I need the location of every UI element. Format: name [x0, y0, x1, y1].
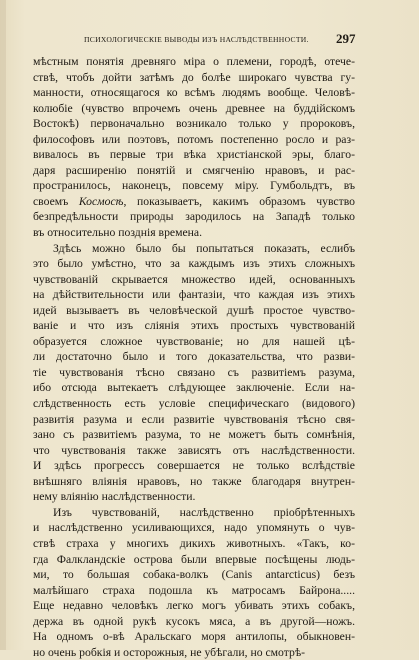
- text-line: развитія разума и если развитіе чувствованія тѣсно свя-: [33, 412, 355, 426]
- text-line: И здѣсь прогрессъ совершается не только вслѣдствіе: [33, 459, 355, 473]
- text-line: даря расширенію понятій и смягченію нравовъ, и рас-: [33, 163, 355, 177]
- text-line: ли достаточно было и того доказательства, что разви-: [33, 350, 355, 364]
- text-line: тіе чувствованія тѣсно связано съ развитіемъ разума,: [33, 365, 355, 379]
- text-line: это было умѣстно, что за каждымъ изъ этихъ сложныхъ: [33, 257, 355, 271]
- text-line: зано съ развитіемъ разума, то не можетъ быть сомнѣнія,: [33, 428, 355, 442]
- text-line: малѣйшаго страха подошла къ матросамъ Байрона.....: [33, 583, 355, 597]
- text-line: внѣшняго вліянія нравовъ, но также благодаря внутрен-: [33, 474, 355, 488]
- text-line: манности, относящагося ко всѣмъ людямъ вообще. Человѣ-: [33, 86, 355, 100]
- text-line: колюбіе (чувство впрочемъ очень древнее на буддійскомъ: [33, 101, 355, 115]
- text-line: держа въ одной рукѣ кусокъ мяса, а въ другой—ножъ.: [33, 614, 355, 628]
- text-line: слѣдственность есть условіе специфическаго (видового): [33, 397, 355, 411]
- text-line: образуется сложное чувствованіе; но для нашей цѣ-: [33, 334, 355, 348]
- text-line: чувствованій скрывается множество идей, основанныхъ: [33, 272, 355, 286]
- text-line: Еще недавно человѣкъ легко могъ убивать этихъ собакъ,: [33, 599, 355, 613]
- text-line: пространилось, наконецъ, повсему міру. Гумбольдтъ, въ: [33, 179, 355, 193]
- page-number: 297: [336, 31, 356, 46]
- text-line: въ относительно позднія времена.: [33, 226, 203, 240]
- text-line: на дѣйствительности или фантазіи, что каждая изъ этихъ: [33, 288, 355, 302]
- running-title: ПСИХОЛОГИЧЕСКІЕ ВЫВОДЫ ИЗЪ НАСЛѢДСТВЕННОСТИ.: [84, 35, 309, 44]
- text-line: философовъ или поэтовъ, потомъ постепенно росло и раз-: [33, 132, 355, 146]
- text-line: что чувствованія также зависятъ отъ наслѣдственности.: [33, 443, 355, 457]
- text-line: своемъ Космосѣ, показываетъ, какимъ образомъ чувство: [33, 194, 355, 208]
- text-line: Востокѣ) первоначально возникало только у пророковъ,: [33, 117, 355, 131]
- text-line: ствѣ страха у многихъ дикихъ животныхъ. «Такъ, ко-: [33, 536, 355, 550]
- text-line: нему вліянію наслѣдственности.: [33, 490, 196, 504]
- text-line: гда Фалкландскіе острова были впервые посѣщены людь-: [33, 552, 355, 566]
- page-edge-shadow: [0, 0, 6, 650]
- text-line: На одномъ о-вѣ Аральскаго моря антилопы, обыкновен-: [33, 630, 355, 644]
- text-line: Изъ чувствованій, наслѣдственно пріобрѣтенныхъ: [53, 505, 355, 519]
- body-text: [33, 54, 355, 660]
- text-line: ствѣ, чтобъ дойти затѣмъ до болѣе широкаго чувства гу-: [33, 70, 355, 84]
- text-line: Здѣсь можно было бы попытаться показать, еслибъ: [53, 241, 355, 255]
- text-line: ваніе и что изъ сліянія этихъ простыхъ чувствованій: [33, 319, 355, 333]
- text-line: идей вызываетъ въ человѣческой душѣ простое чувство-: [33, 303, 355, 317]
- text-line: ибо отсюда вытекаетъ слѣдующее заключеніе. Если на-: [33, 381, 355, 395]
- text-line: мѣстным понятія древняго міра о племени, городѣ, отече-: [33, 55, 355, 68]
- text-line: ми, то большая собака-волкъ (Canis antarcticus) безъ: [33, 568, 355, 582]
- text-line: безпредѣльности природы зародилось на Западѣ только: [33, 210, 355, 224]
- text-line: и наслѣдственно усиливающихся, надо упомянуть о чув-: [33, 521, 355, 535]
- text-line: вивалось въ первые три вѣка христіанской эры, благо-: [33, 148, 355, 162]
- text-line: но очень робкія и осторожныя, не убѣгали, но смотрѣ-: [33, 645, 306, 659]
